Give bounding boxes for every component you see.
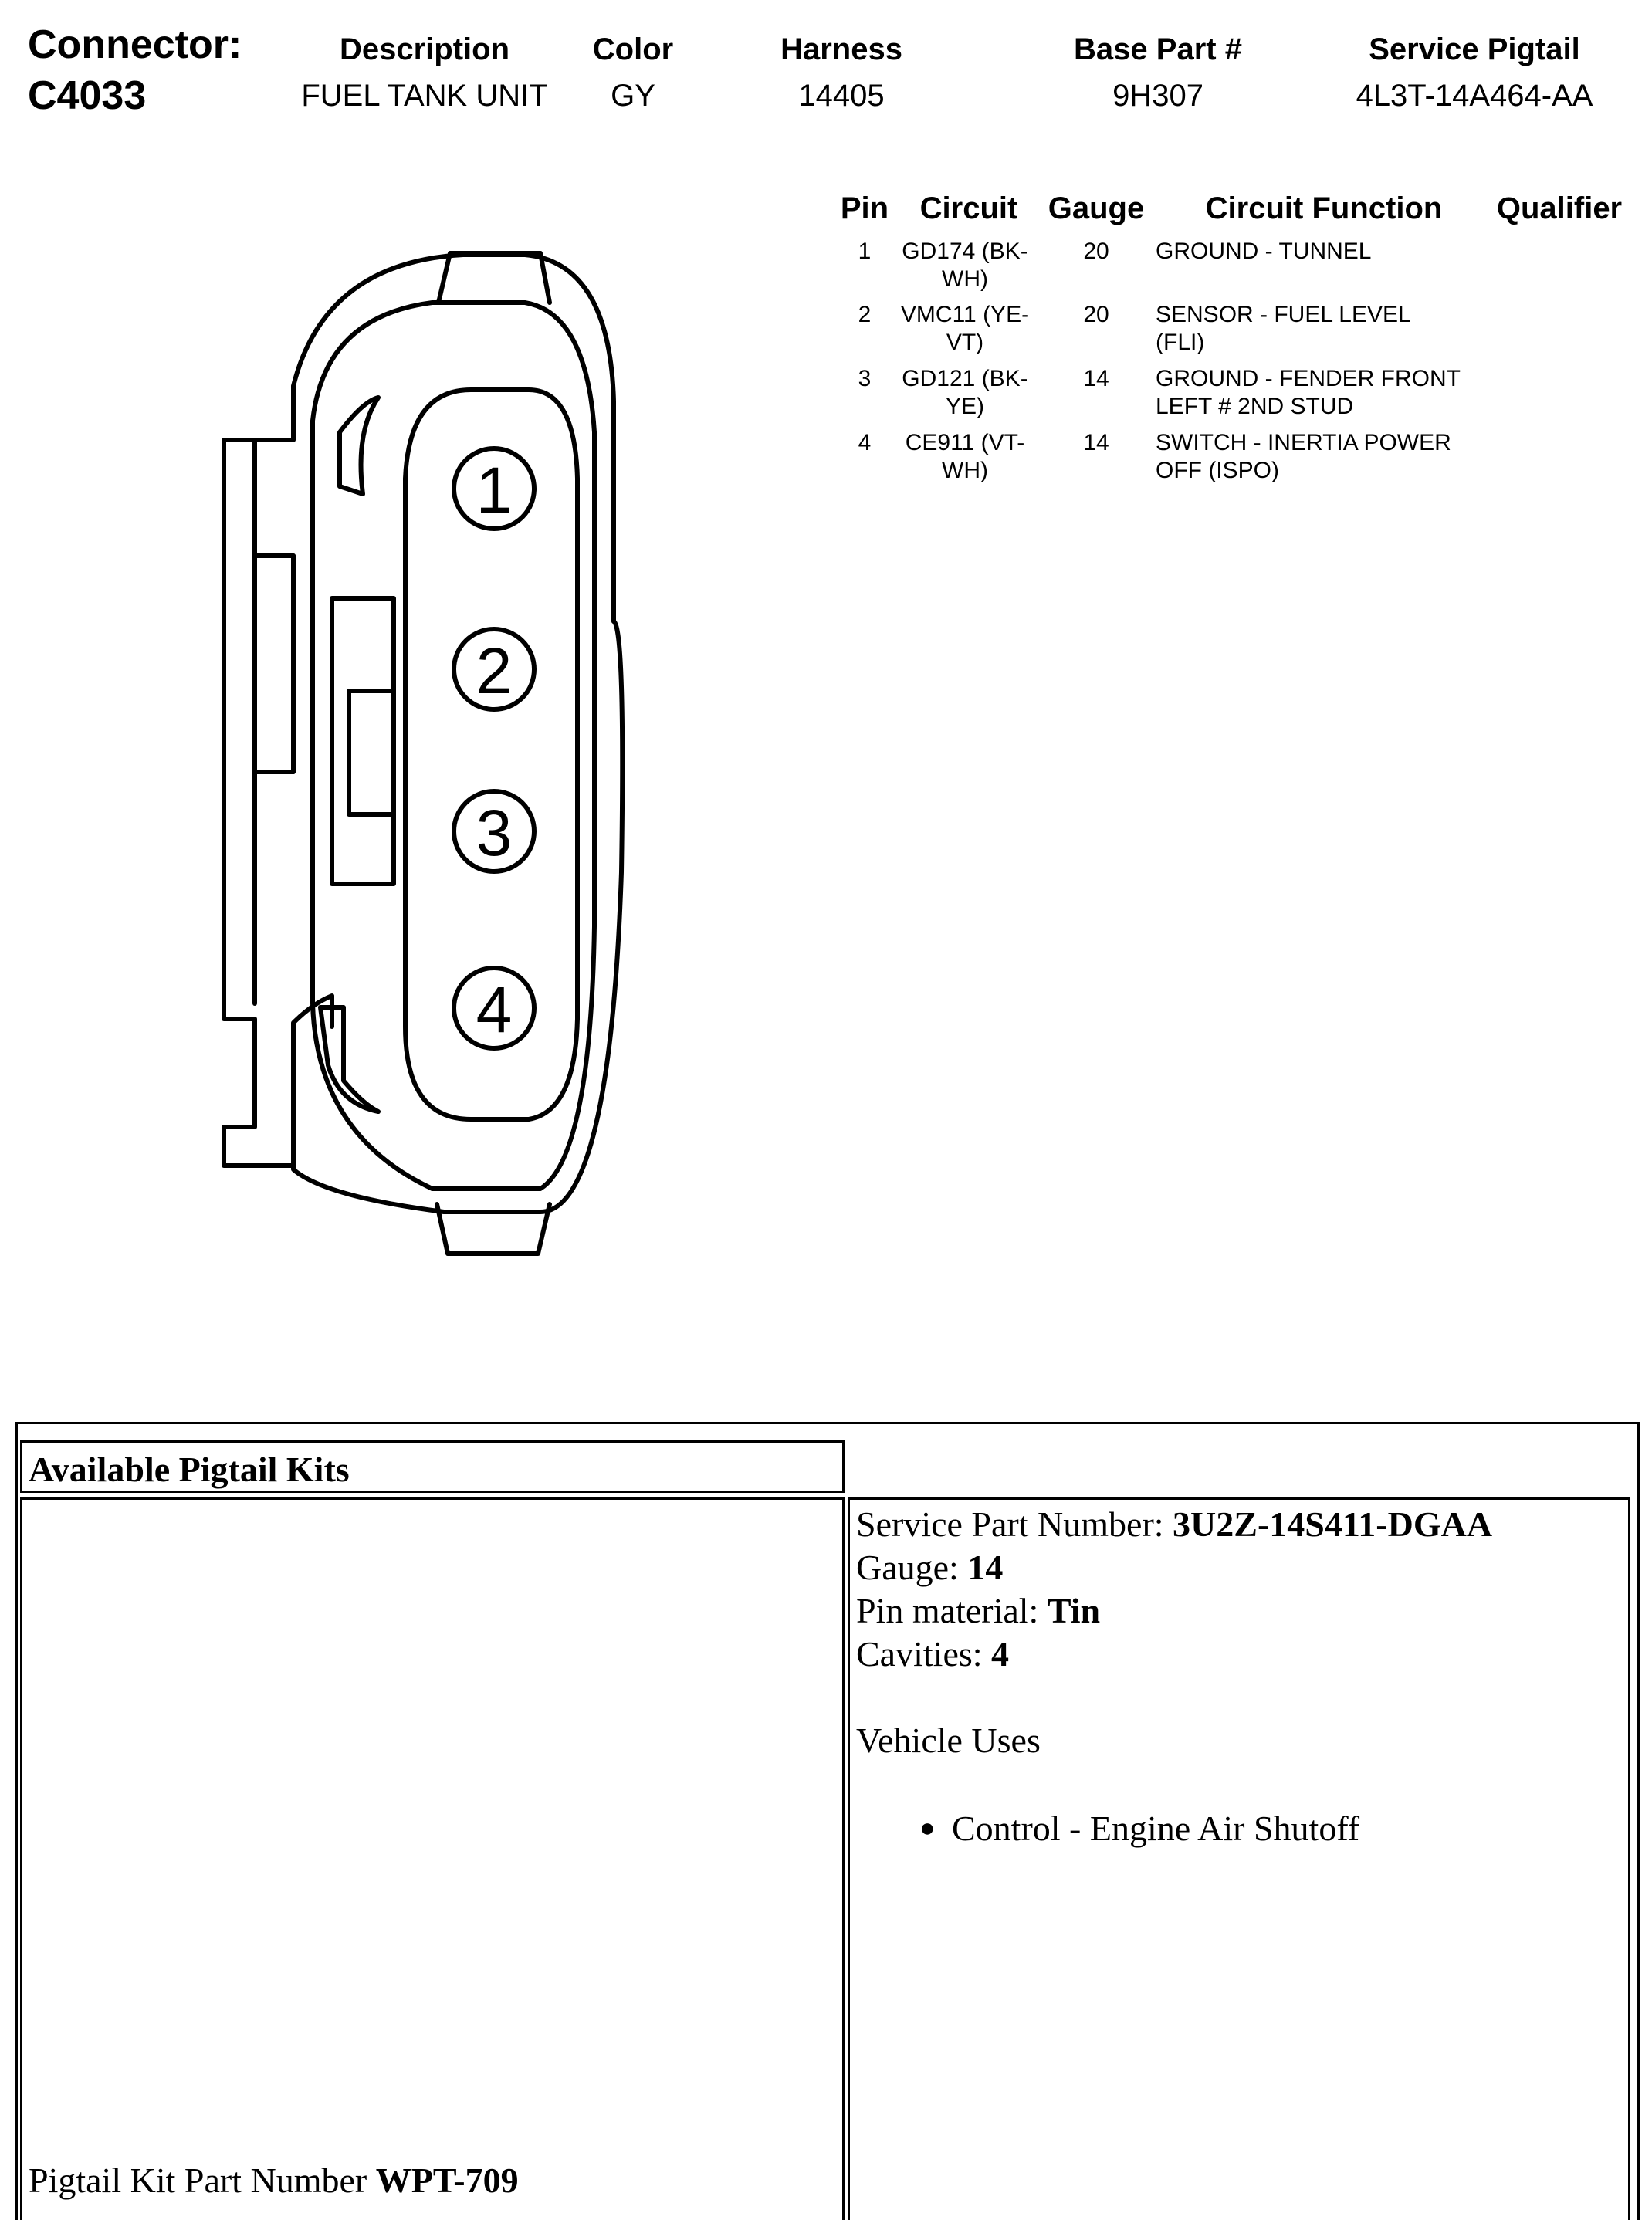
header-service-pigtail-label: Service Pigtail [1369,32,1580,66]
circuit-code: CE911 (VT- [905,430,1025,455]
pin-number: 1 [858,239,872,264]
header-base-part-value: 9H307 [1112,79,1203,113]
kit-part-value: WPT-709 [375,2161,519,2200]
circuit-function-cont: (FLI) [1156,330,1205,355]
qualifier-col-header: Qualifier [1496,191,1623,225]
top-latch-hook [340,398,378,494]
circuit-color: WH) [942,458,988,483]
connector-id: C4033 [28,73,147,118]
vehicle-uses-heading: Vehicle Uses [856,1721,1041,1760]
circuit-color: VT) [946,330,984,355]
circuit-col-header: Circuit [919,191,1018,225]
pin-2-label: 2 [476,635,513,707]
key-block-inner [349,691,394,814]
cavities-label: Cavities: [856,1634,992,1673]
circuit-color: WH) [942,266,988,292]
gauge-line [856,1546,1492,1589]
cavities-value: 4 [991,1634,1010,1673]
kit-part-label: Pigtail Kit Part Number [29,2161,376,2200]
pin-number: 3 [858,366,872,391]
pin-material-label: Pin material: [856,1591,1048,1630]
pigtail-title-cell [20,1440,845,1493]
header-harness-value: 14405 [798,79,885,113]
gauge-value: 14 [1083,366,1109,391]
connector-inner-housing [313,303,594,1189]
service-part-details [856,1503,1492,1850]
service-part-number [856,1503,1492,1546]
circuit-function: SENSOR - FUEL LEVEL [1156,302,1411,327]
circuit-code: GD121 (BK- [902,366,1028,391]
header-base-part-label: Base Part # [1074,32,1242,66]
gauge-value: 14 [1083,430,1109,455]
gauge-value: 14 [967,1548,1004,1587]
service-part-cell [848,1497,1630,2220]
service-part-value: 3U2Z-14S411-DGAA [1173,1504,1493,1544]
header-description-label: Description [339,32,510,66]
connector-top-tab [438,253,550,303]
header-color-label: Color [592,32,674,66]
key-block-outer [332,598,394,884]
pin-material-value: Tin [1047,1591,1101,1630]
pigtail-title: Available Pigtail Kits [29,1450,350,1489]
circuit-function: GROUND - TUNNEL [1156,239,1372,264]
bottom-latch-hook [320,1007,378,1112]
cavities-line [856,1633,1492,1676]
circuit-function: SWITCH - INERTIA POWER [1156,430,1451,455]
circuit-code: VMC11 (YE- [900,302,1030,327]
vehicle-use-item [856,1807,1492,1850]
gauge-col-header: Gauge [1048,191,1145,225]
pigtail-kit-part-number [29,2159,519,2202]
circuit-function-cont: LEFT # 2ND STUD [1156,394,1354,419]
circuit-code: GD174 (BK- [902,239,1028,264]
bullet-icon: ● [919,1814,936,1843]
service-part-label: Service Part Number: [856,1504,1173,1544]
pin-4-label: 4 [476,973,513,1046]
circuit-function: GROUND - FENDER FRONT [1156,366,1461,391]
gauge-label: Gauge: [856,1548,968,1587]
vehicle-use-text: Control - Engine Air Shutoff [952,1809,1360,1848]
gauge-value: 20 [1083,302,1109,327]
header-description-value: FUEL TANK UNIT [301,79,548,113]
pin-3-label: 3 [476,797,513,869]
pigtail-kit-cell [20,1497,845,2220]
pin-1-label: 1 [476,454,513,526]
header-harness-label: Harness [780,32,902,66]
circuit-color: YE) [945,394,984,419]
pin-number: 4 [858,430,872,455]
header-color-value: GY [611,79,655,113]
header-service-pigtail-value: 4L3T-14A464-AA [1356,79,1593,113]
circuit-function-cont: OFF (ISPO) [1156,458,1279,483]
function-col-header: Circuit Function [1205,191,1443,225]
pin-material-line [856,1589,1492,1633]
connector-label: Connector: [28,22,242,67]
gauge-value: 20 [1083,239,1109,264]
pin-number: 2 [858,302,872,327]
pin-col-header: Pin [840,191,889,225]
